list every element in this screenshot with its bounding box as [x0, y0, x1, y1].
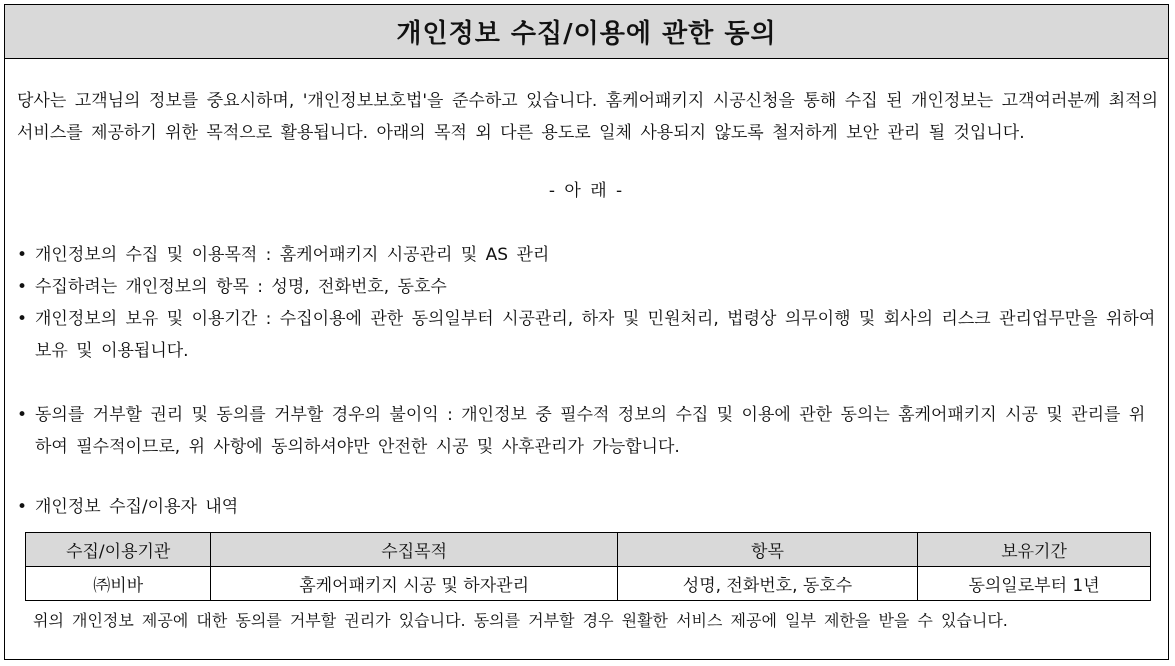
list-item — [15, 303, 1156, 367]
section-divider-label: - 아 래 - — [548, 181, 625, 201]
consent-form — [4, 4, 1169, 660]
title-bar — [5, 5, 1168, 59]
list-item-text: 수집하려는 개인정보의 항목 : 성명, 전화번호, 동호수 — [35, 277, 447, 297]
list-item — [15, 491, 1156, 523]
list-item — [15, 399, 1156, 463]
list-item-text: 동의를 거부할 권리 및 동의를 거부할 경우의 불이익 : 개인정보 중 필수적 정보의 수집 및 이용에 관한 동의는 홈케어패키지 시공 및 관리를 위하여 필수적이므로, 위 사항에 동의하셔야만 안전한 시공 및 사후관리가 가능합니다. — [35, 405, 1146, 457]
collector-table — [25, 532, 1151, 601]
collector-list — [15, 491, 1156, 523]
bullet-icon: • — [17, 245, 28, 265]
bullet-icon: • — [17, 497, 28, 517]
page-title: 개인정보 수집/이용에 관한 동의 — [396, 19, 777, 49]
list-item-text: 개인정보의 수집 및 이용목적 : 홈케어패키지 시공관리 및 AS 관리 — [35, 245, 550, 265]
cell-items: 성명, 전화번호, 동호수 — [617, 567, 917, 601]
list-item — [15, 239, 1156, 271]
header-purpose: 수집목적 — [211, 533, 617, 567]
header-items: 항목 — [617, 533, 917, 567]
cell-collector: ㈜비바 — [26, 567, 211, 601]
intro-paragraph: 당사는 고객님의 정보를 중요시하며, '개인정보보호법'을 준수하고 있습니다. 홈케어패키지 시공신청을 통해 수집 된 개인정보는 고객여러분께 최적의 서비스를 제공하기 위한 목적으로 활용됩니다. 아래의 목적 외 다른 용도로 일체 사용되지 않도록 철저하게 보안 관리 될 것입니다. — [17, 91, 1158, 143]
header-retention: 보유기간 — [918, 533, 1151, 567]
bullet-icon: • — [17, 405, 28, 425]
cell-retention: 동의일로부터 1년 — [918, 567, 1151, 601]
bullet-icon: • — [17, 277, 28, 297]
cell-purpose: 홈케어패키지 시공 및 하자관리 — [211, 567, 617, 601]
list-item-text: 개인정보 수집/이용자 내역 — [35, 497, 239, 517]
header-collector: 수집/이용기관 — [26, 533, 211, 567]
footer-note: 위의 개인정보 제공에 대한 동의를 거부할 권리가 있습니다. 동의를 거부할 경우 원활한 서비스 제공에 일부 제한을 받을 수 있습니다. — [33, 611, 1008, 630]
purpose-list — [15, 239, 1156, 367]
list-item-text: 개인정보의 보유 및 이용기간 : 수집이용에 관한 동의일부터 시공관리, 하자 및 민원처리, 법령상 의무이행 및 회사의 리스크 관리업무만을 위하여 보유 및 이용됩니다. — [35, 309, 1156, 361]
refusal-list — [15, 399, 1156, 463]
bullet-icon: • — [17, 309, 28, 329]
list-item — [15, 271, 1156, 303]
table-row — [26, 567, 1151, 601]
table-header-row — [26, 533, 1151, 567]
